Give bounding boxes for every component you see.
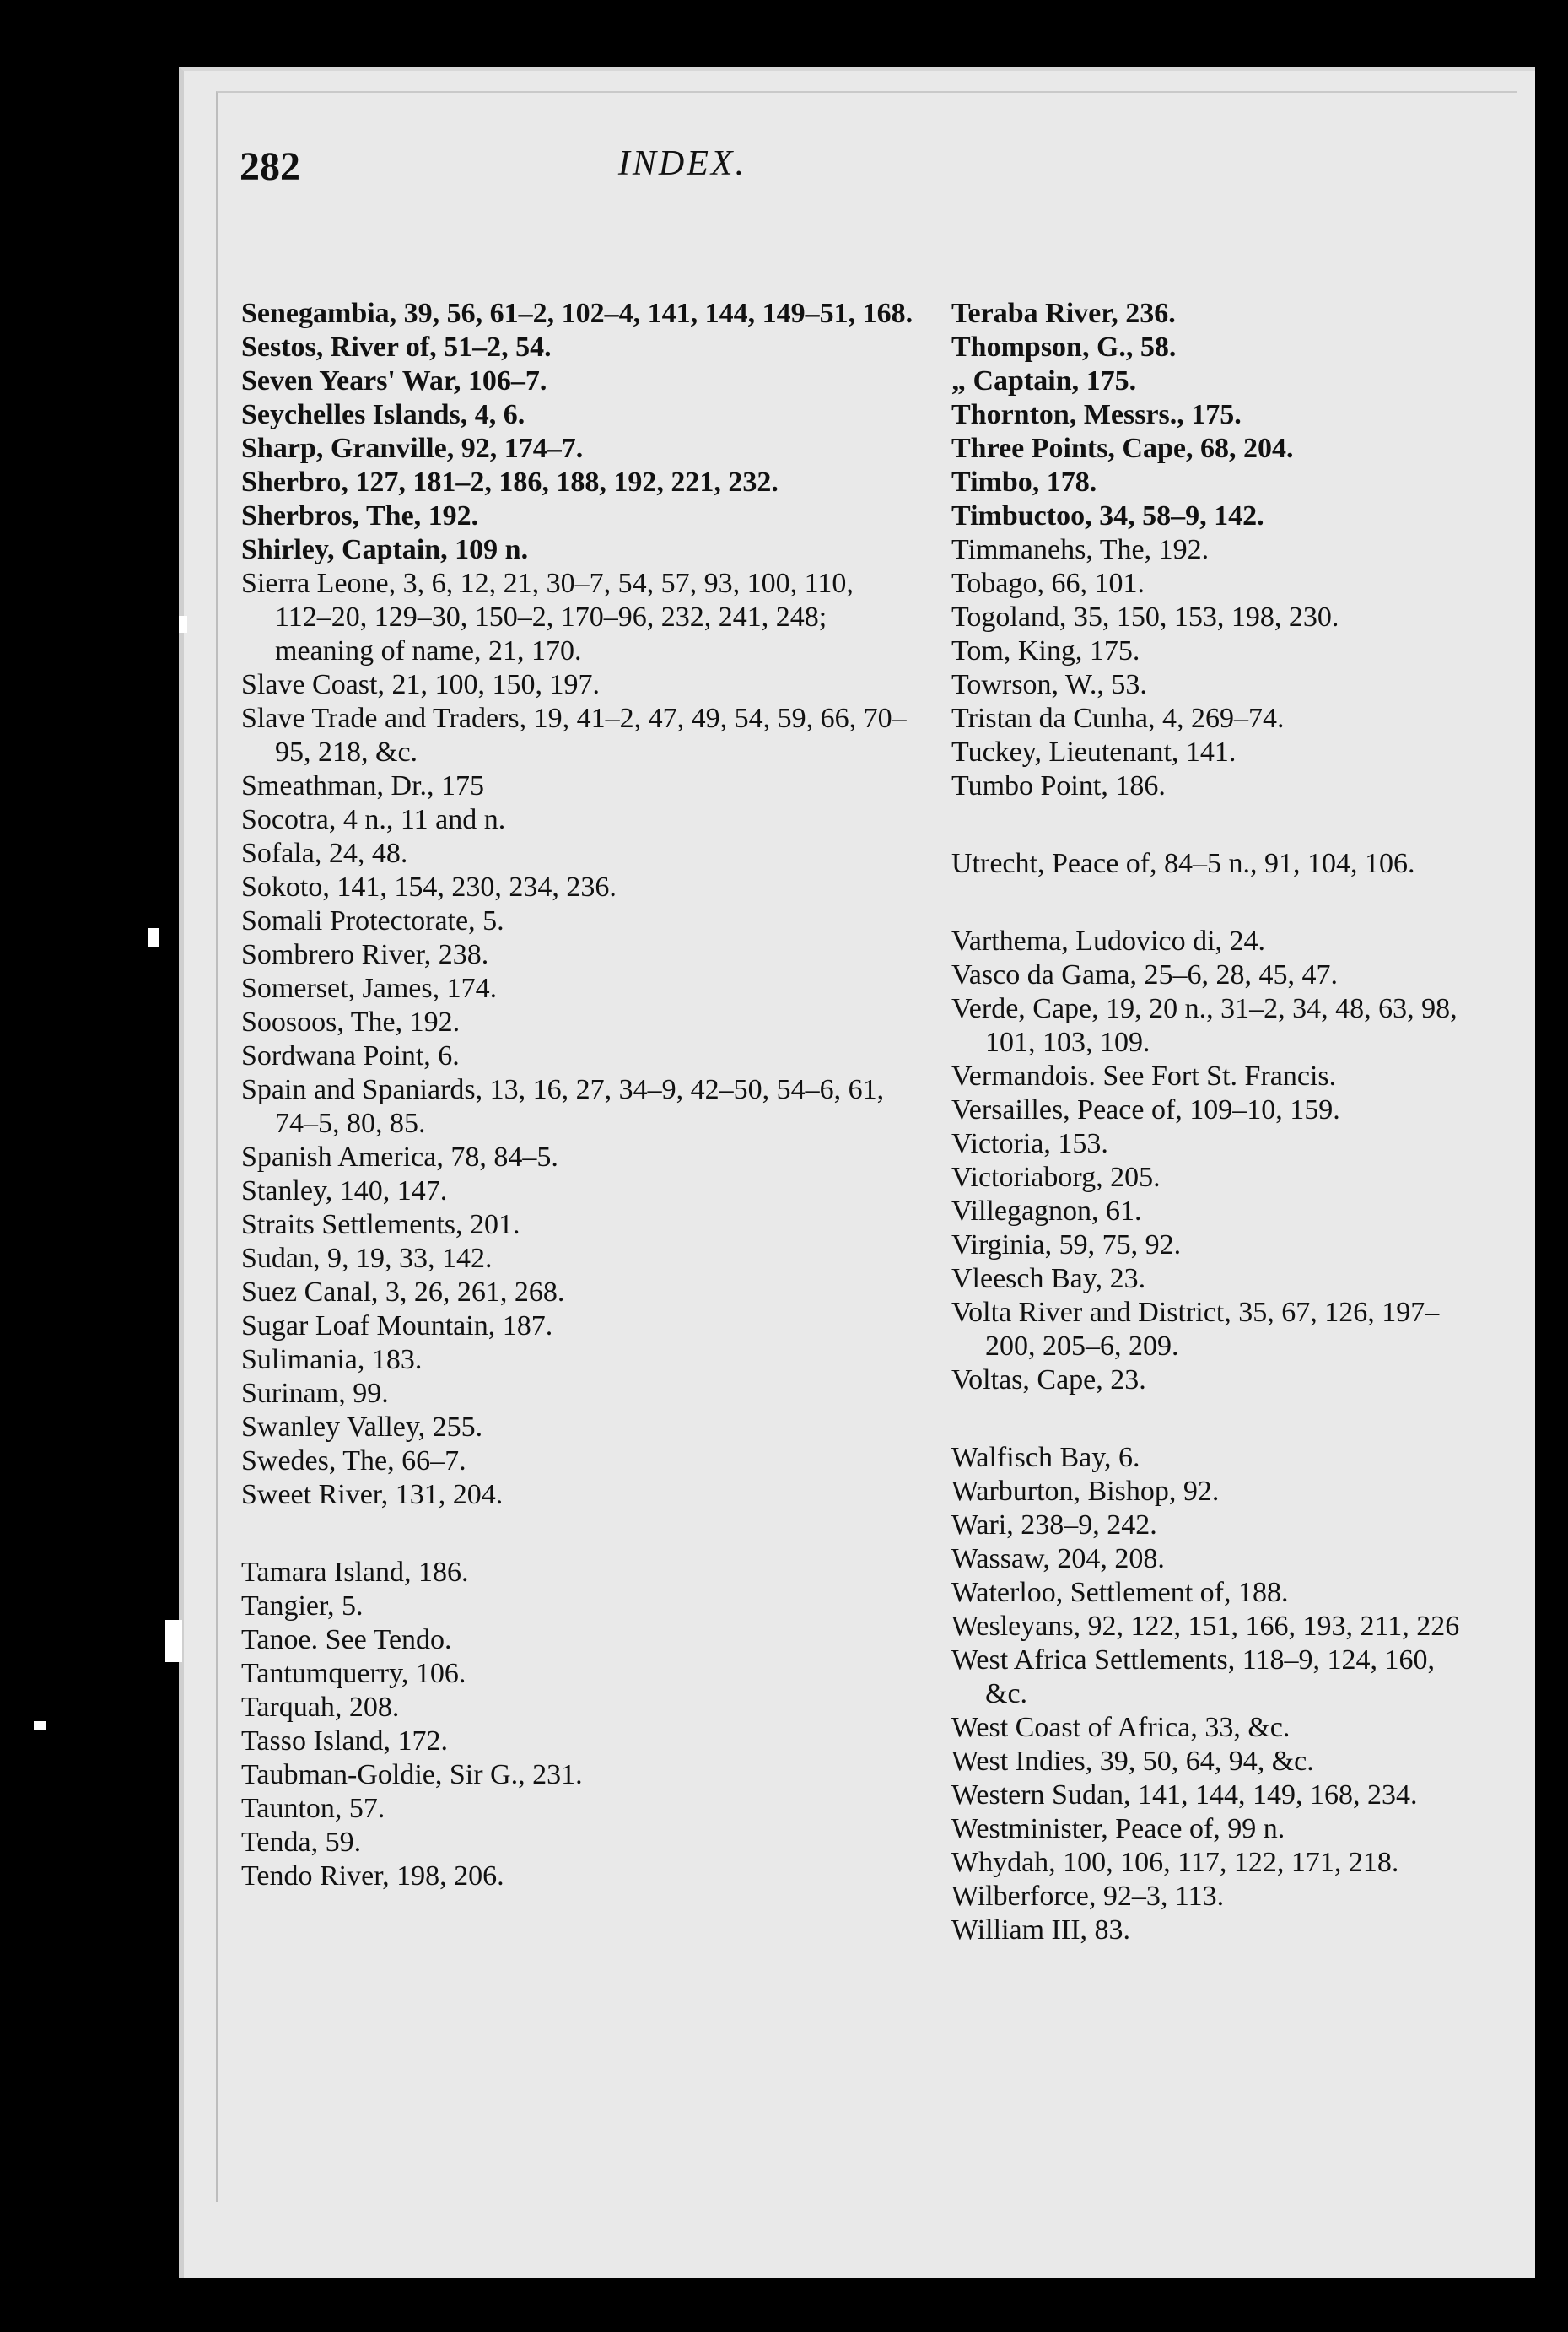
index-entry: Tumbo Point, 186.: [951, 770, 1166, 802]
index-entry: Timbuctoo, 34, 58–9, 142.: [951, 500, 1264, 532]
index-entry: Socotra, 4 n., 11 and n.: [241, 804, 506, 835]
index-entry: Tasso Island, 172.: [241, 1725, 449, 1757]
index-entry: Volta River and District, 35, 67, 126, 197–200, 205–6, 209.: [951, 1297, 1440, 1362]
index-entry: West Africa Settlements, 118–9, 124, 160, &c.: [951, 1644, 1435, 1709]
index-entry: Tangier, 5.: [241, 1590, 364, 1622]
index-entry: Togoland, 35, 150, 153, 198, 230.: [951, 602, 1339, 633]
index-entry: Victoriaborg, 205.: [951, 1162, 1161, 1193]
section-gap: [951, 803, 1466, 847]
index-entry: Spanish America, 78, 84–5.: [241, 1142, 558, 1173]
index-column-right: [951, 297, 1466, 1947]
index-entry: Sherbro, 127, 181–2, 186, 188, 192, 221, 232.: [241, 467, 779, 498]
index-entry: Verde, Cape, 19, 20 n., 31–2, 34, 48, 63, 98, 101, 103, 109.: [951, 993, 1458, 1058]
index-entry: William III, 83.: [951, 1914, 1131, 1946]
index-entry: Shirley, Captain, 109 n.: [241, 534, 529, 565]
index-entry: Thompson, G., 58.: [951, 332, 1177, 363]
index-entry: Sordwana Point, 6.: [241, 1040, 460, 1072]
index-entry: Slave Trade and Traders, 19, 41–2, 47, 49, 54, 59, 66, 70–95, 218, &c.: [241, 703, 907, 768]
index-entry: Smeathman, Dr., 175: [241, 770, 485, 802]
index-entry: Timbo, 178.: [951, 467, 1097, 498]
index-entry: Whydah, 100, 106, 117, 122, 171, 218.: [951, 1847, 1399, 1878]
index-entry: Waterloo, Settlement of, 188.: [951, 1577, 1289, 1608]
index-entry: Wilberforce, 92–3, 113.: [951, 1881, 1225, 1912]
index-entry: Senegambia, 39, 56, 61–2, 102–4, 141, 144, 149–51, 168.: [241, 298, 913, 329]
index-entry: Taubman-Goldie, Sir G., 231.: [241, 1759, 583, 1790]
index-entry: Seven Years' War, 106–7.: [241, 365, 547, 397]
index-entry: Tarquah, 208.: [241, 1692, 400, 1723]
index-entry: Somali Protectorate, 5.: [241, 905, 504, 937]
section-gap: [951, 1397, 1466, 1441]
page-number: 282: [240, 144, 300, 189]
index-entry: Tom, King, 175.: [951, 635, 1140, 667]
index-entry: Warburton, Bishop, 92.: [951, 1476, 1220, 1507]
index-column-left: [241, 297, 916, 1893]
index-entry: Utrecht, Peace of, 84–5 n., 91, 104, 106.: [951, 848, 1415, 879]
index-entry: Walfisch Bay, 6.: [951, 1442, 1140, 1473]
scan-speck: [179, 616, 187, 633]
index-entry: Slave Coast, 21, 100, 150, 197.: [241, 669, 600, 700]
index-entry: Wesleyans, 92, 122, 151, 166, 193, 211, 226: [951, 1611, 1460, 1642]
index-entry: Spain and Spaniards, 13, 16, 27, 34–9, 42–50, 54–6, 61, 74–5, 80, 85.: [241, 1074, 885, 1139]
index-entry: Versailles, Peace of, 109–10, 159.: [951, 1094, 1340, 1126]
index-entry: Swedes, The, 66–7.: [241, 1445, 466, 1476]
index-entry: Soosoos, The, 192.: [241, 1007, 461, 1038]
index-entry: Sulimania, 183.: [241, 1344, 423, 1375]
index-entry: Teraba River, 236.: [951, 298, 1176, 329]
index-entry: Sugar Loaf Mountain, 187.: [241, 1310, 553, 1341]
index-entry: Tantumquerry, 106.: [241, 1658, 466, 1689]
index-entry: Vermandois. See Fort St. Francis.: [951, 1061, 1337, 1092]
index-entry: Tamara Island, 186.: [241, 1557, 469, 1588]
index-entry: Sweet River, 131, 204.: [241, 1479, 504, 1510]
index-entry: Seychelles Islands, 4, 6.: [241, 399, 525, 430]
running-head: [240, 143, 1125, 194]
scan-speck: [34, 1721, 46, 1730]
index-entry: Suez Canal, 3, 26, 261, 268.: [241, 1277, 565, 1308]
index-entry: Swanley Valley, 255.: [241, 1412, 483, 1443]
scan-speck: [148, 928, 159, 947]
index-entry: Wassaw, 204, 208.: [951, 1543, 1165, 1574]
index-entry: Taunton, 57.: [241, 1793, 385, 1824]
index-entry: West Coast of Africa, 33, &c.: [951, 1712, 1291, 1743]
index-entry: Victoria, 153.: [951, 1128, 1108, 1159]
index-entry: Tenda, 59.: [241, 1827, 362, 1858]
index-entry: Sudan, 9, 19, 33, 142.: [241, 1243, 493, 1274]
section-gap: [951, 881, 1466, 925]
index-entry: Tuckey, Lieutenant, 141.: [951, 737, 1237, 768]
index-entry: Varthema, Ludovico di, 24.: [951, 926, 1266, 957]
index-entry: Virginia, 59, 75, 92.: [951, 1229, 1182, 1260]
index-entry: Voltas, Cape, 23.: [951, 1364, 1146, 1395]
page-title: INDEX.: [617, 144, 747, 183]
index-entry: Tristan da Cunha, 4, 269–74.: [951, 703, 1285, 734]
index-entry: Timmanehs, The, 192.: [951, 534, 1210, 565]
index-entry: Three Points, Cape, 68, 204.: [951, 433, 1294, 464]
index-entry: Sombrero River, 238.: [241, 939, 489, 970]
index-entry: Tendo River, 198, 206.: [241, 1860, 504, 1892]
index-entry: Sierra Leone, 3, 6, 12, 21, 30–7, 54, 57, 93, 100, 110, 112–20, 129–30, 150–2, 170–96, 232, 241, 248; meaning of name, 21, 170.: [241, 568, 854, 667]
index-entry: Straits Settlements, 201.: [241, 1209, 520, 1240]
index-entry: Westminister, Peace of, 99 n.: [951, 1813, 1285, 1844]
index-entry: Thornton, Messrs., 175.: [951, 399, 1242, 430]
index-entry: Vleesch Bay, 23.: [951, 1263, 1146, 1294]
index-entry: Towrson, W., 53.: [951, 669, 1147, 700]
index-entry: Vasco da Gama, 25–6, 28, 45, 47.: [951, 959, 1338, 991]
scan-speck: [165, 1620, 182, 1662]
index-entry: „ Captain, 175.: [951, 365, 1137, 397]
index-entry: Villegagnon, 61.: [951, 1196, 1142, 1227]
index-entry: Somerset, James, 174.: [241, 973, 498, 1004]
index-entry: Surinam, 99.: [241, 1378, 389, 1409]
index-entry: Sofala, 24, 48.: [241, 838, 408, 869]
index-entry: Sestos, River of, 51–2, 54.: [241, 332, 552, 363]
index-entry: Western Sudan, 141, 144, 149, 168, 234.: [951, 1779, 1418, 1811]
section-gap: [241, 1512, 916, 1556]
index-entry: Tobago, 66, 101.: [951, 568, 1145, 599]
index-entry: West Indies, 39, 50, 64, 94, &c.: [951, 1746, 1314, 1777]
index-entry: Sharp, Granville, 92, 174–7.: [241, 433, 584, 464]
index-entry: Sherbros, The, 192.: [241, 500, 479, 532]
index-entry: Tanoe. See Tendo.: [241, 1624, 452, 1655]
index-entry: Sokoto, 141, 154, 230, 234, 236.: [241, 872, 617, 903]
index-entry: Wari, 238–9, 242.: [951, 1509, 1157, 1541]
index-entry: Stanley, 140, 147.: [241, 1175, 448, 1206]
